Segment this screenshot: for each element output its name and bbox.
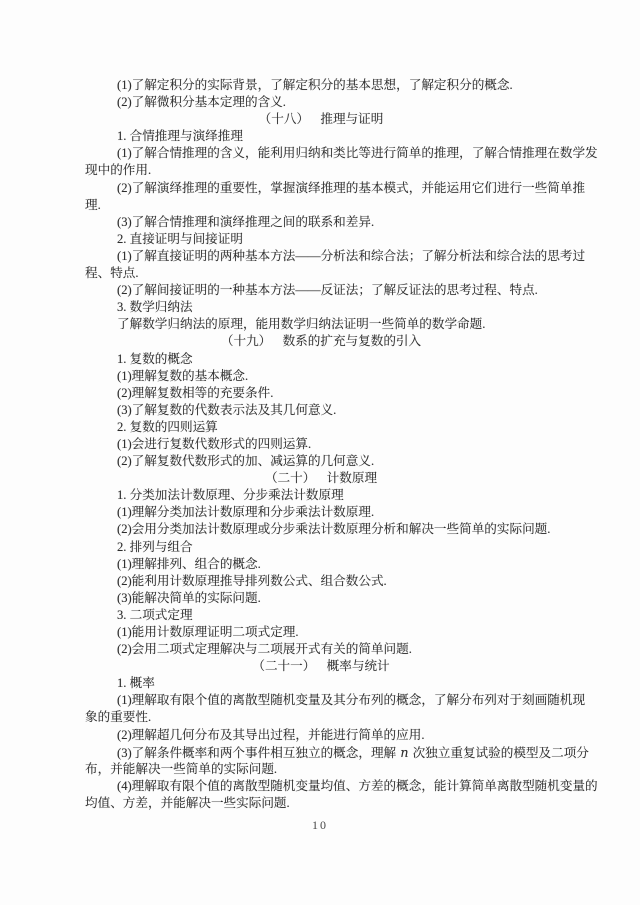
- body-line: 了解数学归纳法的原理，能用数学归纳法证明一些简单的数学命题.: [117, 317, 486, 332]
- text-segment: 次独立重复试验的模型及二项分: [409, 745, 589, 760]
- body-line: 象的重要性.: [85, 710, 152, 725]
- body-line: (1)能用计数原理证明二项式定理.: [117, 625, 299, 639]
- section-number: （十九）: [220, 334, 272, 349]
- body-line: (2)会用二项式定理解决与二项展开式有关的简单问题.: [117, 642, 412, 657]
- body-line: 1. 复数的概念: [117, 351, 193, 366]
- body-line: 2. 直接证明与间接证明: [117, 231, 243, 246]
- body-line: [85, 744, 589, 761]
- body-line: (1)了解直接证明的两种基本方法——分析法和综合法；了解分析法和综合法的思考过: [117, 248, 586, 263]
- section-heading: [85, 658, 557, 675]
- body-line: (2)能利用计数原理推导排列数公式、组合数公式.: [117, 573, 387, 588]
- body-line: (2)理解超几何分布及其导出过程，并能进行简单的应用.: [117, 727, 425, 742]
- body-line: 1. 合情推理与演绎推理: [117, 129, 243, 144]
- document-body: [85, 77, 598, 812]
- body-line: 2. 排列与组合: [117, 539, 193, 554]
- body-line: (1)理解取有限个值的离散型随机变量及其分布列的概念，了解分布列对于刻画随机现: [117, 693, 586, 708]
- body-line: (3)能解决简单的实际问题.: [117, 590, 261, 605]
- body-line: (1)了解定积分的实际背景，了解定积分的基本思想，了解定积分的概念.: [117, 78, 513, 92]
- body-line: (3)了解复数的代数表示法及其几何意义.: [117, 402, 337, 417]
- section-title: 计数原理: [326, 471, 378, 486]
- page-number: 10: [312, 818, 328, 832]
- body-line: 布，并能解决一些简单的实际问题.: [85, 761, 278, 776]
- section-heading: [85, 470, 557, 487]
- section-title: 数系的扩充与复数的引入: [282, 334, 422, 349]
- body-line: 1. 分类加法计数原理、分步乘法计数原理: [117, 488, 344, 503]
- body-line: 1. 概率: [117, 676, 155, 691]
- body-line: (1)理解排列、组合的概念.: [117, 556, 261, 571]
- section-number: （二十一）: [252, 659, 316, 674]
- body-line: (2)会用分类加法计数原理或分步乘法计数原理分析和解决一些简单的实际问题.: [117, 522, 551, 537]
- body-line: (1)理解复数的基本概念.: [117, 368, 249, 383]
- body-line: (1)理解分类加法计数原理和分步乘法计数原理.: [117, 505, 375, 520]
- body-line: 3. 数学归纳法: [117, 300, 193, 315]
- body-line: (1)了解合情推理的含义，能利用归纳和类比等进行简单的推理，了解合情推理在数学发: [117, 146, 598, 161]
- body-line: 均值、方差，并能解决一些实际问题.: [85, 795, 290, 810]
- section-heading: [85, 111, 557, 128]
- body-line: (3)了解合情推理和演绎推理之间的联系和差异.: [117, 214, 375, 229]
- body-line: (2)理解复数相等的充要条件.: [117, 385, 274, 400]
- body-line: 程、特点.: [85, 266, 139, 281]
- text-segment: (3)了解条件概率和两个事件相互独立的概念，理解: [117, 745, 400, 760]
- body-line: 3. 二项式定理: [117, 607, 193, 622]
- section-title: 概率与统计: [326, 659, 390, 674]
- body-line: (1)会进行复数代数形式的四则运算.: [117, 436, 312, 451]
- section-heading: [85, 333, 557, 350]
- section-title: 推理与证明: [320, 112, 384, 127]
- section-number: （十八）: [258, 112, 310, 127]
- body-line: (2)了解复数代数形式的加、减运算的几何意义.: [117, 454, 375, 469]
- body-line: (2)了解演绎推理的重要性，掌握演绎推理的基本模式，并能运用它们进行一些简单推: [117, 180, 586, 195]
- body-line: 现中的作用.: [85, 163, 152, 178]
- section-number: （二十）: [264, 471, 316, 486]
- body-line: 2. 复数的四则运算: [117, 419, 218, 434]
- body-line: 理.: [85, 197, 101, 212]
- math-variable: n: [400, 744, 409, 760]
- body-line: (2)了解间接证明的一种基本方法——反证法；了解反证法的思考过程、特点.: [117, 283, 538, 298]
- body-line: (2)了解微积分基本定理的含义.: [117, 95, 286, 110]
- body-line: (4)理解取有限个值的离散型随机变量均值、方差的概念，能计算简单离散型随机变量的: [117, 778, 598, 793]
